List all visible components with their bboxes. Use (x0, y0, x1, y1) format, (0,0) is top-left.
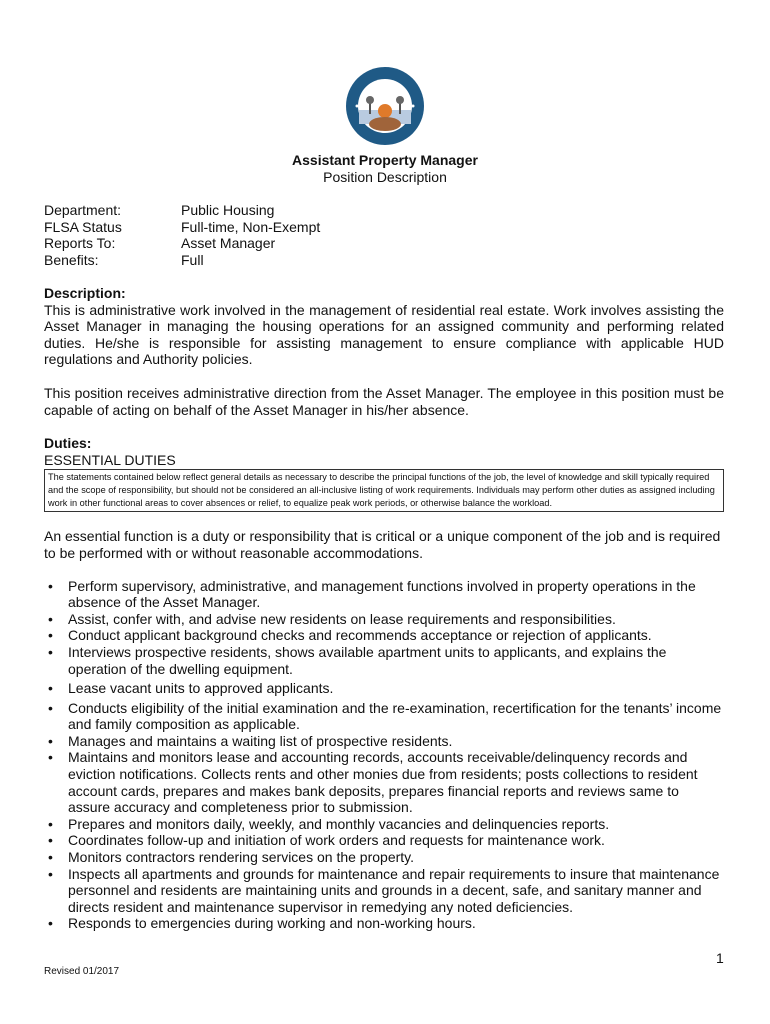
meta-row-flsa (44, 219, 320, 236)
duty-text: Coordinates follow-up and initiation of work orders and requests for maintenance work. (68, 832, 605, 849)
position-meta (44, 202, 320, 268)
duty-list-item (44, 816, 724, 833)
meta-row-benefits (44, 252, 320, 269)
duty-text: Perform supervisory, administrative, and management functions involved in property operations in the absence of the Asset Manager. (68, 577, 696, 611)
duty-text: Assist, confer with, and advise new residents on lease requirements and responsibilities. (68, 610, 616, 627)
bullet-icon: • (48, 815, 53, 832)
meta-label: Benefits: (44, 251, 99, 268)
meta-value: Public Housing (181, 202, 275, 218)
description-heading: Description: (44, 285, 126, 301)
bullet-icon: • (48, 643, 53, 660)
duty-text: Conducts eligibility of the initial examination and the re-examination, recertification for the tenants’ income and family composition as applicable. (68, 699, 722, 733)
bullet-icon: • (48, 749, 53, 766)
bullet-icon: • (48, 610, 53, 627)
page-number: 1 (716, 950, 724, 966)
bullet-icon: • (48, 699, 53, 716)
duty-list-item (44, 832, 724, 849)
duty-text: Responds to emergencies during working and non-working hours. (68, 915, 476, 932)
bullet-icon: • (48, 915, 53, 932)
duty-list-item (44, 700, 724, 733)
meta-value: Asset Manager (181, 235, 276, 252)
bullet-icon: • (48, 849, 53, 866)
document-body (44, 285, 724, 932)
description-paragraph-2: This position receives administrative direction from the Asset Manager. The employee in this position must be capable of acting on behalf of the Asset Manager in his/her absence. (44, 384, 724, 418)
duty-text: Maintains and monitors lease and accounting records, accounts receivable/delinquency records and eviction notifications. Collects rents and other monies due from residents; posts collections to resident account cards, prepares and makes bank deposits, prepares financial reports and reviews same to assure accuracy and completeness prior to submission. (68, 749, 698, 816)
bullet-icon: • (48, 680, 53, 697)
meta-row-reports-to (44, 235, 320, 252)
bullet-icon: • (48, 577, 53, 594)
duty-list-item (44, 680, 724, 697)
duty-text: Conduct applicant background checks and recommends acceptance or rejection of applicants. (68, 627, 652, 644)
meta-label: Department: (44, 202, 122, 218)
meta-value: Full (181, 251, 204, 268)
duty-text: Manages and maintains a waiting list of prospective residents. (68, 732, 453, 749)
duty-text: Lease vacant units to approved applicants. (68, 680, 334, 697)
duty-list-item (44, 733, 724, 750)
bullet-icon: • (48, 865, 53, 882)
meta-value: Full-time, Non-Exempt (181, 218, 321, 235)
duty-text: Interviews prospective residents, shows available apartment units to applicants, and explains the operation of the dwelling equipment. (68, 643, 667, 677)
essential-function-intro: An essential function is a duty or responsibility that is critical or a unique component of the job and is required to be performed with or without reasonable accommodations. (44, 528, 721, 561)
duty-list-item (44, 627, 724, 644)
duty-list-item (44, 849, 724, 866)
duty-list-item (44, 578, 724, 611)
disclaimer-box: The statements contained below reflect general details as necessary to describe the principal functions of the job, the level of knowledge and skill typically required and the scope of responsibility, but should not be considered an all-inclusive listing of work requirements. Individuals may perform other duties as assigned including work in other functional areas to cover absences or relief, to equalize peak work periods, or otherwise balance the workload. (44, 469, 724, 512)
duty-list-item (44, 644, 724, 677)
housing-authority-seal-logo (345, 66, 425, 146)
duty-list-item (44, 866, 724, 916)
duties-list (44, 578, 724, 932)
essential-duties-subheading: ESSENTIAL DUTIES (44, 451, 176, 468)
job-subtitle: Position Description (323, 168, 447, 185)
duty-list-item (44, 611, 724, 628)
duty-list-item (44, 915, 724, 932)
bullet-icon: • (48, 832, 53, 849)
duty-text: Prepares and monitors daily, weekly, and monthly vacancies and delinquencies reports. (68, 815, 610, 832)
meta-row-department (44, 202, 320, 219)
duty-text: Inspects all apartments and grounds for maintenance and repair requirements to insure that maintenance personnel and residents are maintaining units and grounds in a decent, safe, and sanitary manner and directs resident and maintenance supervisor in remedying any noted deficiencies. (68, 865, 720, 915)
description-paragraph-1: This is administrative work involved in the management of residential real estate. Work involves assisting the Asset Manager in managing the housing operations for an assigned community and performing related duties. He/she is responsible for assisting management to ensure compliance with applicable HUD regulations and Authority policies. (44, 301, 724, 368)
duties-heading: Duties: (44, 435, 92, 452)
document-title-block (0, 152, 770, 185)
bullet-icon: • (48, 627, 53, 644)
duty-list-item (44, 749, 724, 815)
meta-label: FLSA Status (44, 218, 122, 235)
revised-date: Revised 01/2017 (44, 966, 120, 977)
job-title: Assistant Property Manager (292, 152, 478, 168)
bullet-icon: • (48, 732, 53, 749)
meta-label: Reports To: (44, 235, 116, 252)
duty-text: Monitors contractors rendering services on the property. (68, 849, 415, 866)
